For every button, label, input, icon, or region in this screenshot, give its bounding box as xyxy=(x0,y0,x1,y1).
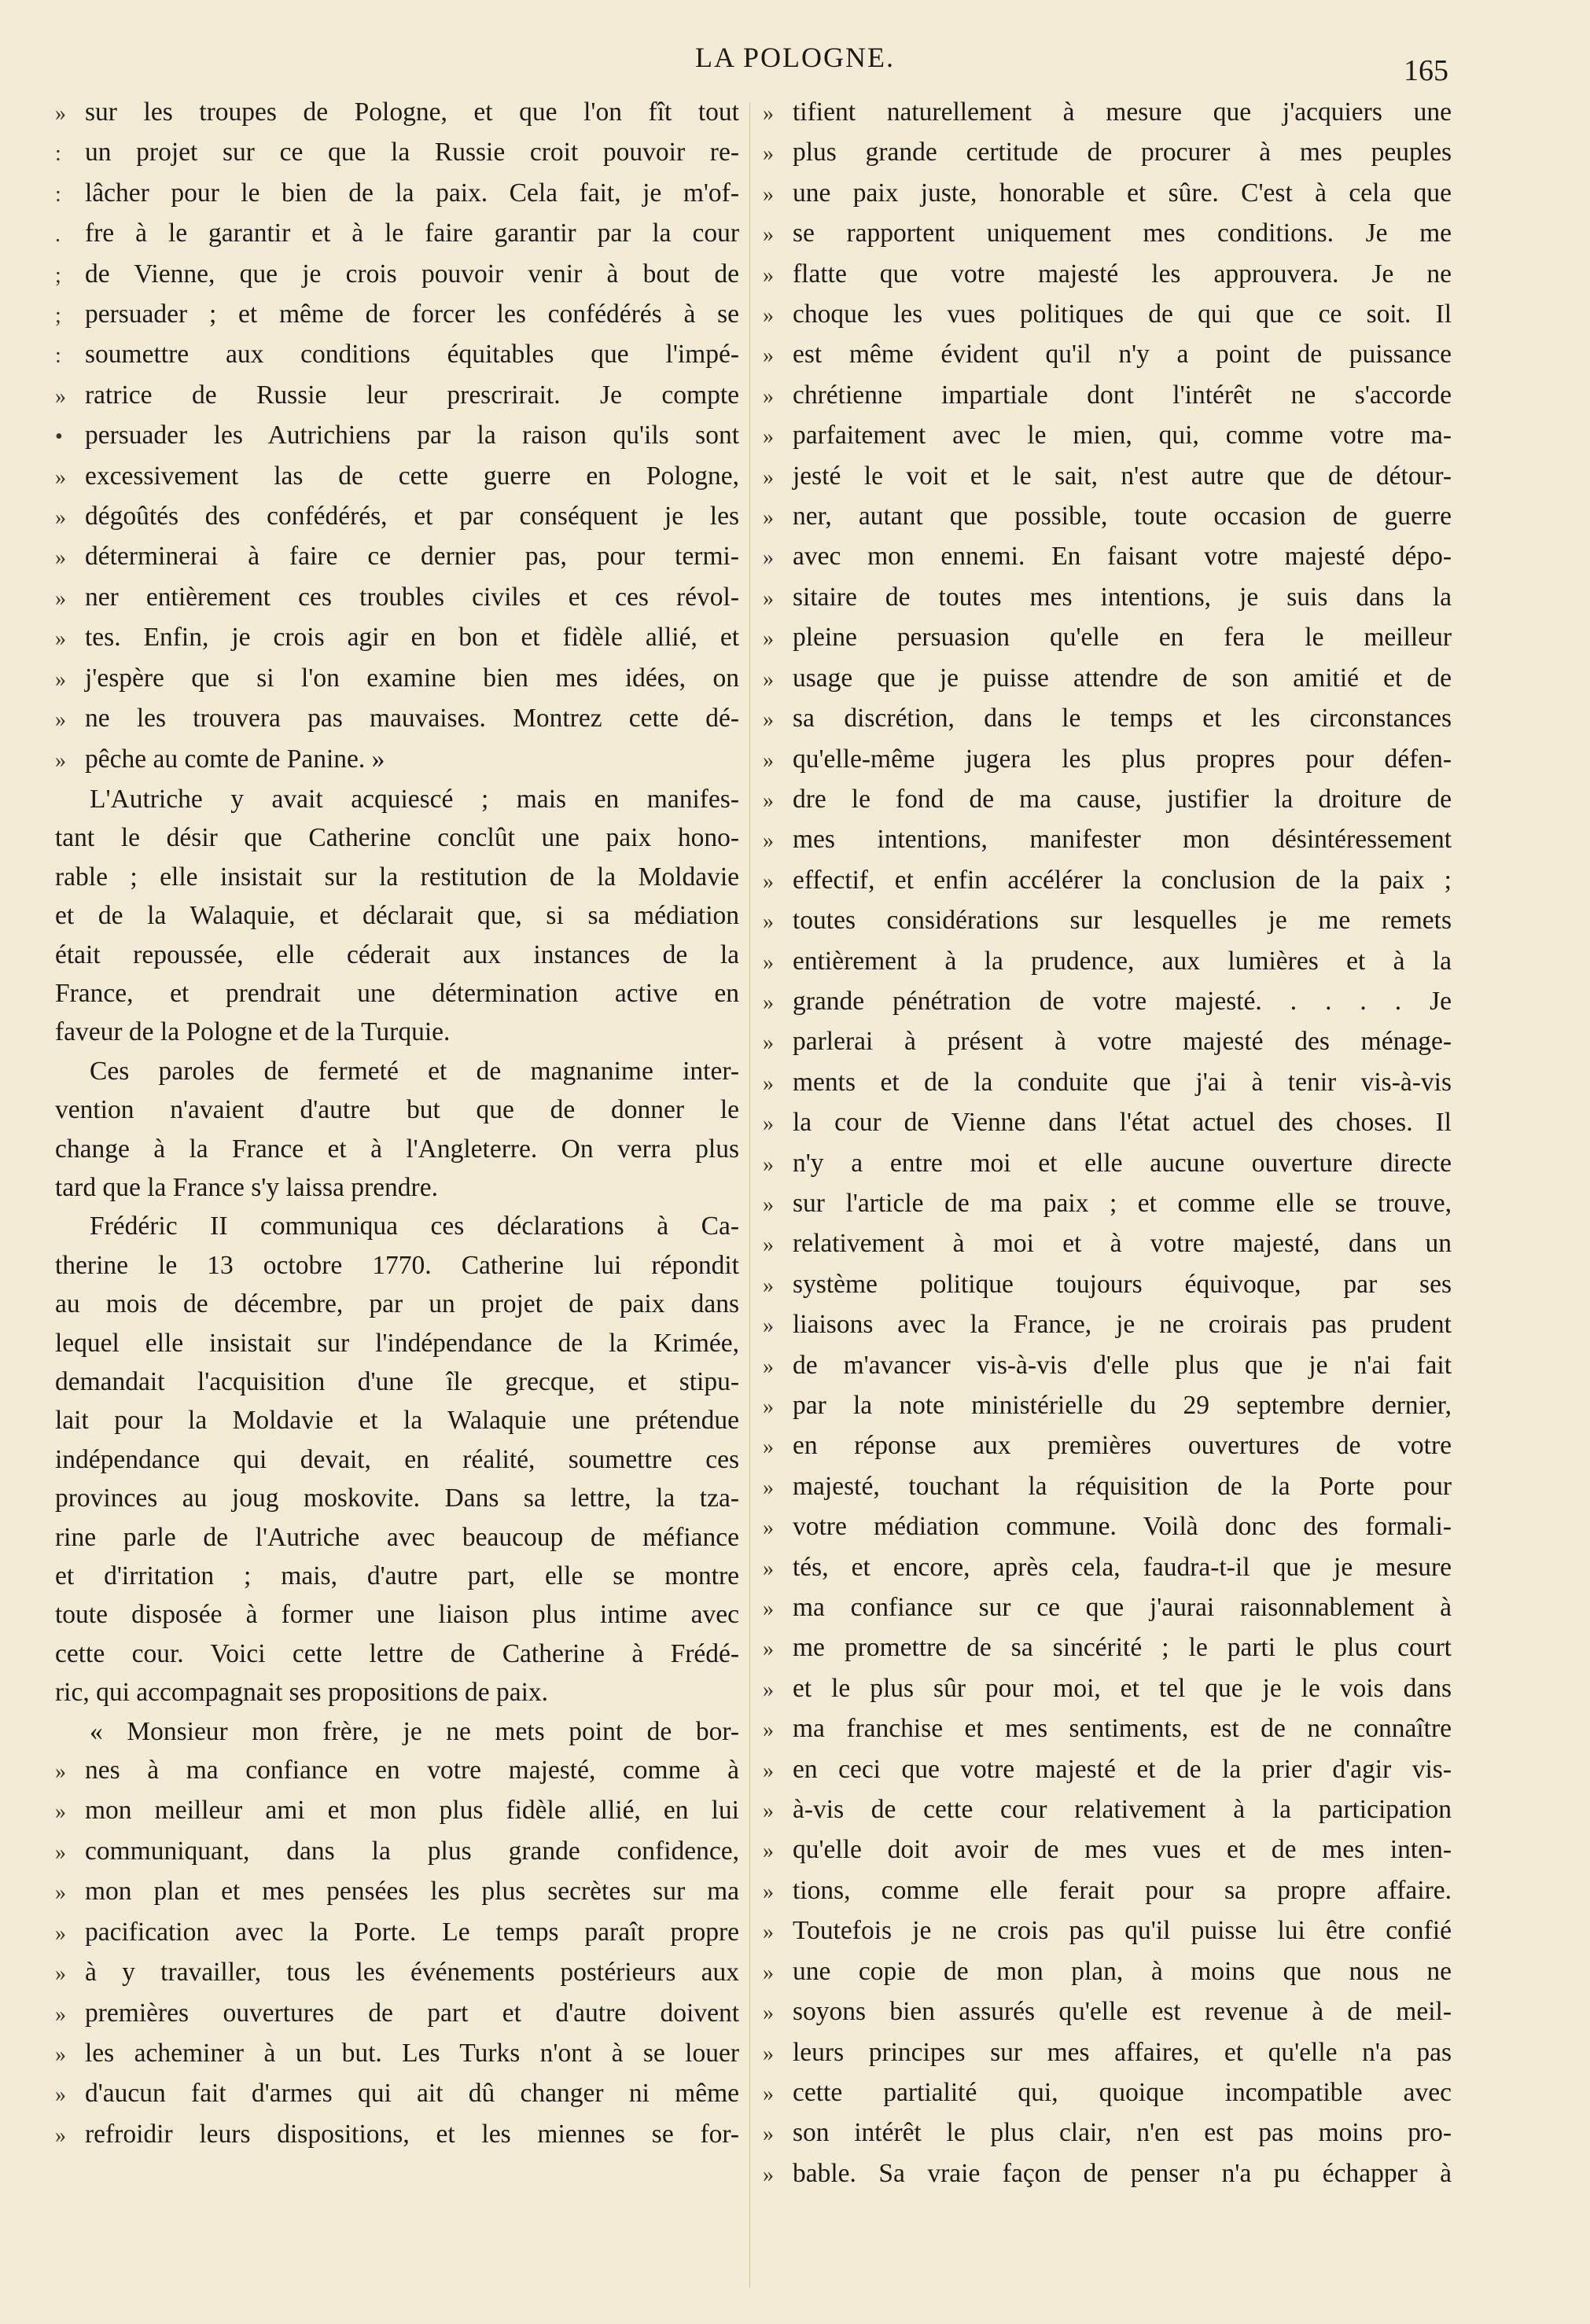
text-line xyxy=(55,2034,739,2074)
quote-marker: » xyxy=(763,1152,774,1177)
line-text: sur les troupes de Pologne, et que l'on fît tout xyxy=(85,97,739,127)
text-line xyxy=(55,1953,739,1993)
quote-marker: » xyxy=(763,2001,774,2026)
text-line xyxy=(55,1324,739,1362)
left-text-column xyxy=(55,93,739,2155)
text-line xyxy=(763,1144,1452,1184)
line-text: n'y a entre moi et elle aucune ouverture directe xyxy=(793,1148,1452,1178)
text-line xyxy=(55,1791,739,1831)
line-text: flatte que votre majesté les approuvera. Je ne xyxy=(793,259,1452,289)
quote-marker: ; xyxy=(55,263,61,288)
line-text: premières ouvertures de part et d'autre doivent xyxy=(85,1998,739,2028)
line-text: sitaire de toutes mes intentions, je suis dans la xyxy=(793,582,1452,612)
line-text: j'espère que si l'on examine bien mes idées, on xyxy=(85,663,739,693)
text-line xyxy=(763,1709,1452,1749)
line-text: pêche au comte de Panine. » xyxy=(85,744,385,774)
line-text: lequel elle insistait sur l'indépendance de la Krimée, xyxy=(55,1328,739,1358)
quote-marker: » xyxy=(763,586,774,611)
quote-marker: » xyxy=(763,2041,774,2066)
text-line xyxy=(55,295,739,335)
line-text: ner entièrement ces troubles civiles et ces révol- xyxy=(85,582,739,612)
text-line xyxy=(763,174,1452,214)
line-text: toute disposée à former une liaison plus intime avec xyxy=(55,1600,739,1630)
text-line xyxy=(55,174,739,214)
line-text: bable. Sa vraie façon de penser n'a pu échapper à xyxy=(793,2158,1452,2188)
text-line xyxy=(55,936,739,974)
text-line xyxy=(55,133,739,173)
quote-marker: » xyxy=(55,465,66,490)
text-line xyxy=(55,1518,739,1557)
line-text: nes à ma confiance en votre majesté, comme à xyxy=(85,1756,739,1785)
text-line xyxy=(763,1224,1452,1264)
quote-marker: » xyxy=(763,950,774,975)
quote-marker: » xyxy=(763,1556,774,1581)
quote-marker: » xyxy=(763,1799,774,1824)
quote-marker: • xyxy=(55,425,63,450)
text-line xyxy=(55,1712,739,1751)
quote-marker: » xyxy=(763,384,774,409)
line-text: « Monsieur mon frère, je ne mets point de bor- xyxy=(90,1716,739,1746)
line-text: une copie de mon plan, à moins que nous ne xyxy=(793,1956,1452,1986)
text-line xyxy=(763,1669,1452,1709)
line-text: plus grande certitude de procurer à mes peuples xyxy=(793,138,1452,167)
line-text: excessivement las de cette guerre en Pologne, xyxy=(85,461,739,491)
quote-marker: » xyxy=(763,303,774,329)
text-line xyxy=(763,335,1452,375)
quote-marker: » xyxy=(763,222,774,248)
line-text: ma confiance sur ce que j'aurai raisonnablement à xyxy=(793,1593,1452,1623)
text-line xyxy=(763,2113,1452,2153)
quote-marker: » xyxy=(763,1031,774,1056)
line-text: choque les vues politiques de qui que ce soit. Il xyxy=(793,300,1452,329)
line-text: un projet sur ce que la Russie croit pouvoir re- xyxy=(85,138,739,167)
text-line xyxy=(763,1952,1452,1992)
line-text: rine parle de l'Autriche avec beaucoup de méfiance xyxy=(55,1522,739,1552)
line-text: soumettre aux conditions équitables que l'impé- xyxy=(85,340,739,370)
line-text: L'Autriche y avait acquiescé ; mais en manifes- xyxy=(90,784,739,814)
quote-marker: » xyxy=(763,1960,774,1985)
text-line xyxy=(763,901,1452,941)
text-line xyxy=(763,1305,1452,1345)
line-text: demandait l'acquisition d'une île grecque, et stipu- xyxy=(55,1367,739,1396)
text-line xyxy=(763,1467,1452,1507)
text-line xyxy=(763,1022,1452,1062)
line-text: et le plus sûr pour moi, et tel que je le vois dans xyxy=(793,1673,1452,1703)
text-line xyxy=(763,457,1452,497)
text-line xyxy=(55,1440,739,1479)
line-text: et de la Walaquie, et déclarait que, si sa médiation xyxy=(55,901,739,931)
quote-marker: » xyxy=(763,1435,774,1460)
text-line xyxy=(55,659,739,699)
text-line xyxy=(763,578,1452,618)
text-line xyxy=(763,255,1452,295)
line-text: France, et prendrait une détermination active en xyxy=(55,978,739,1008)
text-line xyxy=(763,1346,1452,1386)
quote-marker: » xyxy=(763,1071,774,1096)
text-line xyxy=(55,1595,739,1634)
quote-marker: » xyxy=(763,1395,774,1419)
text-line xyxy=(763,861,1452,901)
text-line xyxy=(55,1635,739,1673)
text-line xyxy=(55,618,739,658)
line-text: d'aucun fait d'armes qui ait dû changer ni même xyxy=(85,2079,739,2109)
text-line xyxy=(55,1557,739,1595)
text-line xyxy=(763,780,1452,820)
text-line xyxy=(55,1052,739,1090)
quote-marker: » xyxy=(55,2002,66,2027)
quote-marker: » xyxy=(763,1192,774,1217)
line-text: ma franchise et mes sentiments, est de ne connaître xyxy=(793,1714,1452,1744)
line-text: à y travailler, tous les événements postérieurs aux xyxy=(85,1958,739,1988)
quote-marker: ; xyxy=(55,303,61,329)
line-text: entièrement à la prudence, aux lumières et à la xyxy=(793,946,1452,976)
text-line xyxy=(55,858,739,896)
line-text: de Vienne, que je crois pouvoir venir à bout de xyxy=(85,259,739,289)
text-line xyxy=(55,699,739,739)
line-text: la cour de Vienne dans l'état actuel des choses. Il xyxy=(793,1108,1452,1138)
text-line xyxy=(763,1063,1452,1103)
text-line xyxy=(763,2154,1452,2194)
line-text: votre médiation commune. Voilà donc des formali- xyxy=(793,1512,1452,1542)
quote-marker: » xyxy=(763,1475,774,1500)
line-text: et d'irritation ; mais, d'autre part, elle se montre xyxy=(55,1561,739,1591)
text-line xyxy=(55,497,739,537)
line-text: faveur de la Pologne et de la Turquie. xyxy=(55,1017,451,1047)
quote-marker: » xyxy=(763,1677,774,1702)
text-line xyxy=(763,376,1452,416)
line-text: tard que la France s'y laissa prendre. xyxy=(55,1172,438,1202)
line-text: de m'avancer vis-à-vis d'elle plus que je n'ai fait xyxy=(793,1350,1452,1380)
line-text: est même évident qu'il n'y a point de puissance xyxy=(793,340,1452,370)
line-text: fre à le garantir et à le faire garantir par la cour xyxy=(85,219,739,248)
text-line xyxy=(763,1386,1452,1426)
quote-marker: : xyxy=(55,344,61,369)
line-text: ner, autant que possible, toute occasion de guerre xyxy=(793,502,1452,531)
text-line xyxy=(763,2073,1452,2113)
line-text: Frédéric II communiqua ces déclarations à Ca- xyxy=(90,1212,739,1241)
quote-marker: » xyxy=(763,708,774,733)
line-text: therine le 13 octobre 1770. Catherine lui répondit xyxy=(55,1250,739,1280)
quote-marker: » xyxy=(55,708,66,733)
line-text: me promettre de sa sincérité ; le parti le plus court xyxy=(793,1633,1452,1663)
quote-marker: » xyxy=(763,829,774,854)
text-line xyxy=(55,578,739,618)
text-line xyxy=(763,942,1452,982)
line-text: qu'elle-même jugera les plus propres pour défen- xyxy=(793,744,1452,774)
line-text: leurs principes sur mes affaires, et qu'elle n'a pas xyxy=(793,2037,1452,2067)
quote-marker: » xyxy=(55,2123,66,2148)
line-text: par la note ministérielle du 29 septembre dernier, xyxy=(793,1391,1452,1420)
line-text: se rapportent uniquement mes conditions. Je me xyxy=(793,219,1452,248)
text-line xyxy=(763,1265,1452,1305)
line-text: mon plan et mes pensées les plus secrètes sur ma xyxy=(85,1877,739,1907)
text-line xyxy=(763,295,1452,335)
line-text: persuader les Autrichiens par la raison qu'ils sont xyxy=(85,421,739,450)
text-line xyxy=(55,1872,739,1912)
line-text: chrétienne impartiale dont l'intérêt ne s'accorde xyxy=(793,380,1452,410)
line-text: ratrice de Russie leur prescrirait. Je compte xyxy=(85,380,739,410)
text-line xyxy=(55,1246,739,1285)
text-line xyxy=(55,1013,739,1051)
line-text: en réponse aux premières ouvertures de votre xyxy=(793,1431,1452,1461)
line-text: tions, comme elle ferait pour sa propre affaire. xyxy=(793,1875,1452,1905)
quote-marker: : xyxy=(55,142,61,167)
quote-marker: » xyxy=(763,2122,774,2147)
text-line xyxy=(763,537,1452,577)
text-line xyxy=(55,2074,739,2114)
quote-marker: » xyxy=(763,2162,774,2187)
text-line xyxy=(763,820,1452,860)
line-text: déterminerai à faire ce dernier pas, pour termi- xyxy=(85,542,739,572)
quote-marker: » xyxy=(763,344,774,369)
quote-marker: » xyxy=(55,546,66,571)
text-line xyxy=(763,214,1452,254)
quote-marker: » xyxy=(763,425,774,450)
line-text: parlerai à présent à votre majesté des ménage- xyxy=(793,1027,1452,1057)
text-line xyxy=(763,416,1452,456)
text-line xyxy=(763,618,1452,658)
line-text: soyons bien assurés qu'elle est revenue à de meil- xyxy=(793,1997,1452,2027)
line-text: au mois de décembre, par un projet de paix dans xyxy=(55,1289,739,1319)
text-line xyxy=(763,1103,1452,1143)
line-text: effectif, et enfin accélérer la conclusion de la paix ; xyxy=(793,865,1452,895)
text-line xyxy=(55,1207,739,1245)
text-line xyxy=(763,1507,1452,1547)
line-text: qu'elle doit avoir de mes vues et de mes inten- xyxy=(793,1835,1452,1865)
text-line xyxy=(55,1362,739,1401)
text-line xyxy=(763,1426,1452,1466)
quote-marker: » xyxy=(55,2083,66,2108)
line-text: indépendance qui devait, en réalité, soumettre ces xyxy=(55,1444,739,1474)
text-line xyxy=(763,1992,1452,2032)
line-text: communiquant, dans la plus grande confidence, xyxy=(85,1836,739,1866)
quote-marker: » xyxy=(55,1881,66,1906)
line-text: toutes considérations sur lesquelles je me remets xyxy=(793,906,1452,936)
quote-marker: » xyxy=(55,586,66,611)
text-line xyxy=(763,2033,1452,2073)
running-title: LA POLOGNE. xyxy=(695,42,895,73)
text-line xyxy=(55,537,739,577)
line-text: sa discrétion, dans le temps et les circonstances xyxy=(793,704,1452,734)
quote-marker: » xyxy=(763,990,774,1015)
text-line xyxy=(55,1832,739,1872)
text-line xyxy=(55,335,739,375)
line-text: pleine persuasion qu'elle en fera le meilleur xyxy=(793,623,1452,653)
line-text: Toutefois je ne crois pas qu'il puisse lui être confié xyxy=(793,1916,1452,1946)
text-line xyxy=(763,982,1452,1022)
line-text: en ceci que votre majesté et de la prier d'agir vis- xyxy=(793,1754,1452,1784)
text-line xyxy=(763,1871,1452,1911)
quote-marker: » xyxy=(763,506,774,531)
quote-marker: » xyxy=(55,1840,66,1865)
line-text: était repoussée, elle céderait aux instances de la xyxy=(55,940,739,969)
line-text: relativement à moi et à votre majesté, dans un xyxy=(793,1229,1452,1259)
quote-marker: » xyxy=(763,788,774,813)
page-number: 165 xyxy=(1404,54,1448,87)
text-line xyxy=(55,896,739,935)
line-text: lait pour la Moldavie et la Walaquie une prétendue xyxy=(55,1406,739,1436)
line-text: change à la France et à l'Angleterre. On verra plus xyxy=(55,1134,739,1164)
quote-marker: » xyxy=(763,627,774,652)
line-text: vention n'avaient d'autre but que de donner le xyxy=(55,1095,739,1125)
quote-marker: » xyxy=(763,1597,774,1622)
quote-marker: » xyxy=(763,1758,774,1783)
text-line xyxy=(55,255,739,295)
line-text: son intérêt le plus clair, n'en est pas moins pro- xyxy=(793,2118,1452,2148)
quote-marker: » xyxy=(763,1112,774,1137)
quote-marker: » xyxy=(55,748,66,773)
quote-marker: » xyxy=(763,1354,774,1379)
line-text: ric, qui accompagnait ses propositions de paix. xyxy=(55,1678,549,1708)
quote-marker: : xyxy=(55,182,61,207)
text-line xyxy=(55,214,739,254)
text-line xyxy=(55,457,739,497)
quote-marker: » xyxy=(763,748,774,773)
quote-marker: » xyxy=(55,1962,66,1987)
line-text: provinces au joug moskovite. Dans sa lettre, la tza- xyxy=(55,1484,739,1513)
quote-marker: » xyxy=(55,1800,66,1825)
text-line xyxy=(55,376,739,416)
text-line xyxy=(55,780,739,818)
line-text: lâcher pour le bien de la paix. Cela fait, je m'of- xyxy=(85,178,739,208)
text-line xyxy=(763,1628,1452,1668)
quote-marker: » xyxy=(763,101,774,126)
quote-marker: » xyxy=(763,1637,774,1662)
text-line xyxy=(763,1790,1452,1830)
text-line xyxy=(763,1548,1452,1588)
line-text: ne les trouvera pas mauvaises. Montrez cette dé- xyxy=(85,704,739,734)
text-line xyxy=(55,1913,739,1953)
text-line xyxy=(763,93,1452,133)
line-text: dégoûtés des confédérés, et par conséquent je les xyxy=(85,502,739,531)
quote-marker: » xyxy=(763,1233,774,1258)
text-line xyxy=(55,1090,739,1129)
line-text: dre le fond de ma cause, justifier la droiture de xyxy=(793,784,1452,814)
line-text: persuader ; et même de forcer les confédérés à se xyxy=(85,300,739,329)
text-line xyxy=(763,1830,1452,1870)
quote-marker: » xyxy=(763,1839,774,1864)
text-line xyxy=(763,497,1452,537)
text-line xyxy=(55,93,739,133)
quote-marker: » xyxy=(763,2081,774,2106)
quote-marker: » xyxy=(763,465,774,490)
quote-marker: » xyxy=(763,142,774,167)
line-text: grande pénétration de votre majesté. . . . . Je xyxy=(793,986,1452,1016)
quote-marker: » xyxy=(763,1314,774,1339)
quote-marker: » xyxy=(55,101,66,126)
quote-marker: » xyxy=(55,1921,66,1946)
quote-marker: » xyxy=(55,2042,66,2067)
text-line xyxy=(55,1479,739,1517)
quote-marker: » xyxy=(763,546,774,571)
quote-marker: » xyxy=(763,1516,774,1541)
text-line xyxy=(55,974,739,1013)
text-line xyxy=(763,1588,1452,1628)
line-text: liaisons avec la France, je ne croirais pas prudent xyxy=(793,1310,1452,1340)
text-line xyxy=(55,1130,739,1168)
line-text: sur l'article de ma paix ; et comme elle se trouve, xyxy=(793,1188,1452,1218)
line-text: mes intentions, manifester mon désintéressement xyxy=(793,825,1452,855)
quote-marker: » xyxy=(763,263,774,288)
column-divider xyxy=(749,102,750,2288)
line-text: pacification avec la Porte. Le temps paraît propre xyxy=(85,1917,739,1947)
text-line xyxy=(55,1673,739,1712)
quote-marker: » xyxy=(55,1760,66,1785)
quote-marker: » xyxy=(55,627,66,652)
quote-marker: » xyxy=(763,1273,774,1298)
text-line xyxy=(55,416,739,456)
line-text: tes. Enfin, je crois agir en bon et fidèle allié, et xyxy=(85,623,739,653)
quote-marker: . xyxy=(55,222,61,248)
line-text: tifient naturellement à mesure que j'acquiers une xyxy=(793,97,1452,127)
quote-marker: » xyxy=(55,667,66,692)
quote-marker: » xyxy=(763,869,774,894)
line-text: cette partialité qui, quoique incompatible avec xyxy=(793,2077,1452,2107)
line-text: système politique toujours équivoque, par ses xyxy=(793,1269,1452,1299)
text-line xyxy=(763,133,1452,173)
line-text: cette cour. Voici cette lettre de Catherine à Frédé- xyxy=(55,1638,739,1668)
text-line xyxy=(55,1401,739,1440)
text-line xyxy=(763,659,1452,699)
line-text: ments et de la conduite que j'ai à tenir vis-à-vis xyxy=(793,1067,1452,1097)
quote-marker: » xyxy=(763,667,774,692)
text-line xyxy=(55,2115,739,2155)
text-line xyxy=(55,1751,739,1791)
line-text: à-vis de cette cour relativement à la participation xyxy=(793,1795,1452,1825)
line-text: mon meilleur ami et mon plus fidèle allié, en lui xyxy=(85,1796,739,1826)
text-line xyxy=(55,1168,739,1207)
text-line xyxy=(763,740,1452,780)
line-text: usage que je puisse attendre de son amitié et de xyxy=(793,663,1452,693)
line-text: refroidir leurs dispositions, et les miennes se for- xyxy=(85,2119,739,2149)
line-text: Ces paroles de fermeté et de magnanime inter- xyxy=(90,1056,739,1086)
text-line xyxy=(55,1285,739,1323)
text-line xyxy=(763,1750,1452,1790)
line-text: avec mon ennemi. En faisant votre majesté dépo- xyxy=(793,542,1452,572)
right-text-column xyxy=(763,93,1452,2194)
quote-marker: » xyxy=(763,1920,774,1945)
line-text: les acheminer à un but. Les Turks n'ont à se louer xyxy=(85,2038,739,2068)
text-line xyxy=(763,1184,1452,1224)
text-line xyxy=(55,740,739,780)
line-text: tés, et encore, après cela, faudra-t-il que je mesure xyxy=(793,1552,1452,1582)
quote-marker: » xyxy=(763,910,774,935)
quote-marker: » xyxy=(763,182,774,207)
quote-marker: » xyxy=(763,1879,774,1904)
text-line xyxy=(55,818,739,857)
line-text: une paix juste, honorable et sûre. C'est à cela que xyxy=(793,178,1452,208)
line-text: majesté, touchant la réquisition de la Porte pour xyxy=(793,1471,1452,1501)
quote-marker: » xyxy=(763,1718,774,1743)
line-text: jesté le voit et le sait, n'est autre que de détour- xyxy=(793,461,1452,491)
line-text: rable ; elle insistait sur la restitution de la Moldavie xyxy=(55,862,739,892)
quote-marker: » xyxy=(55,384,66,409)
text-line xyxy=(763,699,1452,739)
quote-marker: » xyxy=(55,506,66,531)
line-text: parfaitement avec le mien, qui, comme votre ma- xyxy=(793,421,1452,450)
text-line xyxy=(55,1994,739,2034)
text-line xyxy=(763,1911,1452,1951)
line-text: tant le désir que Catherine conclût une paix hono- xyxy=(55,823,739,853)
